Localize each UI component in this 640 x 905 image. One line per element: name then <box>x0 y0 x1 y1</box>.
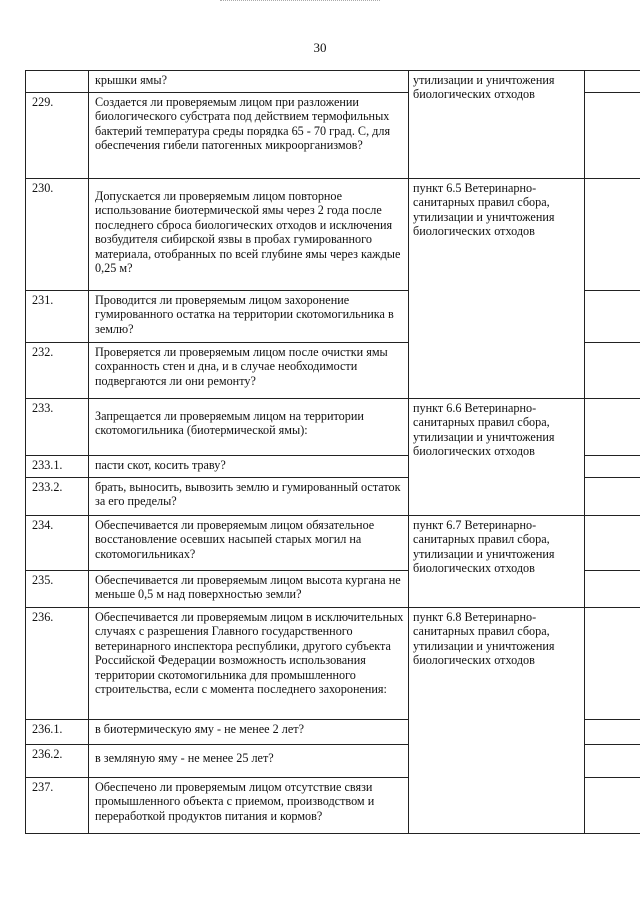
question-text: Обеспечено ли проверяемым лицом отсутствие связи промышленного объекта с приемом, производством и переработкой продуктов питания и кормов? <box>89 778 409 834</box>
page-number: 30 <box>313 40 327 55</box>
answer-cell[interactable] <box>585 608 640 720</box>
answer-cell[interactable] <box>585 745 640 778</box>
question-text: в земляную яму - не менее 25 лет? <box>89 745 409 778</box>
row-number: 233.2. <box>26 478 89 516</box>
answer-cell[interactable] <box>585 399 640 456</box>
table-row <box>26 516 640 571</box>
row-number: 236. <box>26 608 89 720</box>
requirement-reference: пункт 6.5 Ветеринарно-санитарных правил сбора, утилизации и уничтожения биологических отходов <box>409 179 585 399</box>
table-row <box>26 71 640 93</box>
question-text: Обеспечивается ли проверяемым лицом обязательное восстановление осевших насыпей старых могил на скотомогильниках? <box>89 516 409 571</box>
question-text: Проверяется ли проверяемым лицом после очистки ямы сохранность стен и дна, и в случае необходимости подвергаются ли они ремонту? <box>89 343 409 399</box>
requirement-reference: утилизации и уничтожения биологических отходов <box>409 71 585 179</box>
row-number: 234. <box>26 516 89 571</box>
answer-cell[interactable] <box>585 343 640 399</box>
row-number: 237. <box>26 778 89 834</box>
row-number: 230. <box>26 179 89 291</box>
row-number <box>26 71 89 93</box>
answer-cell[interactable] <box>585 93 640 179</box>
table-row <box>26 608 640 720</box>
question-text: Обеспечивается ли проверяемым лицом высота кургана не меньше 0,5 м над поверхностью земли? <box>89 571 409 608</box>
table-row <box>26 179 640 291</box>
row-number: 233. <box>26 399 89 456</box>
row-number: 229. <box>26 93 89 179</box>
answer-cell[interactable] <box>585 179 640 291</box>
checklist-table <box>25 70 640 834</box>
row-number: 236.1. <box>26 720 89 745</box>
requirement-reference: пункт 6.8 Ветеринарно-санитарных правил сбора, утилизации и уничтожения биологических отходов <box>409 608 585 834</box>
requirement-reference: пункт 6.7 Ветеринарно-санитарных правил сбора, утилизации и уничтожения биологических отходов <box>409 516 585 608</box>
answer-cell[interactable] <box>585 778 640 834</box>
question-text: Допускается ли проверяемым лицом повторное использование биотермической ямы через 2 года после последнего сброса биологических отходов и исключения возбудителя сибирской язвы в пробах гумированного материала, отобранных по всей глубине ямы через каждые 0,25 м? <box>89 179 409 291</box>
answer-cell[interactable] <box>585 516 640 571</box>
row-number: 233.1. <box>26 456 89 478</box>
checklist-table-container <box>25 70 640 834</box>
answer-cell[interactable] <box>585 71 640 93</box>
answer-cell[interactable] <box>585 456 640 478</box>
question-text: крышки ямы? <box>89 71 409 93</box>
question-text: в биотермическую яму - не менее 2 лет? <box>89 720 409 745</box>
question-text: Запрещается ли проверяемым лицом на территории скотомогильника (биотермической ямы): <box>89 399 409 456</box>
scan-artifact <box>220 0 380 7</box>
answer-cell[interactable] <box>585 291 640 343</box>
answer-cell[interactable] <box>585 571 640 608</box>
answer-cell[interactable] <box>585 720 640 745</box>
answer-cell[interactable] <box>585 478 640 516</box>
requirement-reference: пункт 6.6 Ветеринарно-санитарных правил сбора, утилизации и уничтожения биологических отходов <box>409 399 585 516</box>
question-text: пасти скот, косить траву? <box>89 456 409 478</box>
question-text: брать, выносить, вывозить землю и гумированный остаток за его пределы? <box>89 478 409 516</box>
row-number: 232. <box>26 343 89 399</box>
question-text: Проводится ли проверяемым лицом захоронение гумированного остатка на территории скотомогильника в землю? <box>89 291 409 343</box>
row-number: 236.2. <box>26 745 89 778</box>
row-number: 235. <box>26 571 89 608</box>
table-row <box>26 399 640 456</box>
row-number: 231. <box>26 291 89 343</box>
question-text: Обеспечивается ли проверяемым лицом в исключительных случаях с разрешения Главного государственного ветеринарного инспектора республики, другого субъекта Российской Федерации возможность использования территории скотомогильника для промышленного строительства, если с момента последнего захоронения: <box>89 608 409 720</box>
question-text: Создается ли проверяемым лицом при разложении биологического субстрата под действием термофильных бактерий температура среды порядка 65 - 70 град. С, для обеспечения гибели патогенных микроорганизмов? <box>89 93 409 179</box>
